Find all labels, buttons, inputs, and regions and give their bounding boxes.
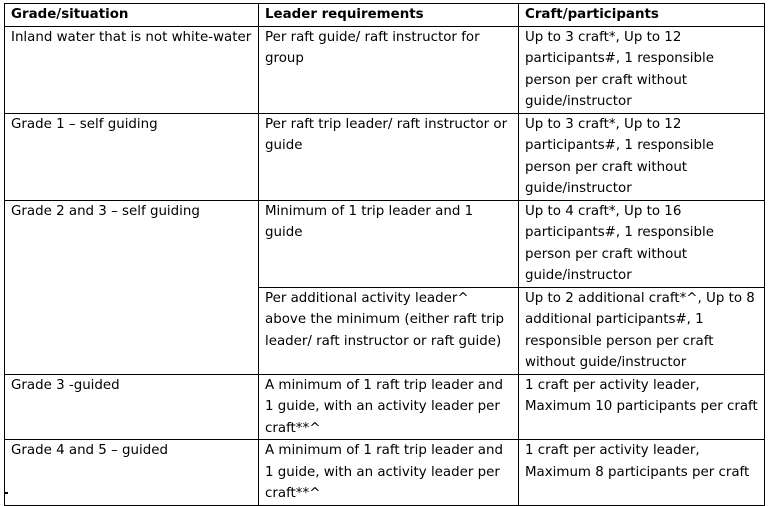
leader-cell: Per raft trip leader/ raft instructor or guide: [259, 113, 519, 200]
header-grade-situation: Grade/situation: [5, 4, 259, 27]
page-edge-mark: [4, 492, 8, 494]
leader-cell: A minimum of 1 raft trip leader and 1 guide, with an activity leader per craft**^: [259, 440, 519, 506]
header-row: [5, 4, 765, 27]
situation-cell: Grade 1 – self guiding: [5, 113, 259, 200]
situation-cell: Grade 4 and 5 – guided: [5, 440, 259, 506]
craft-cell: 1 craft per activity leader, Maximum 10 participants per craft: [519, 374, 765, 440]
header-craft-participants: Craft/participants: [519, 4, 765, 27]
leader-cell: Per additional activity leader^ above the minimum (either raft trip leader/ raft instructor or raft guide): [259, 287, 519, 374]
leader-cell: A minimum of 1 raft trip leader and 1 guide, with an activity leader per craft**^: [259, 374, 519, 440]
craft-cell: Up to 4 craft*, Up to 16 participants#, 1 responsible person per craft without guide/instructor: [519, 200, 765, 287]
table-row: [5, 113, 765, 200]
craft-cell: 1 craft per activity leader, Maximum 8 participants per craft: [519, 440, 765, 506]
situation-cell: Grade 3 -guided: [5, 374, 259, 440]
header-leader-requirements: Leader requirements: [259, 4, 519, 27]
table-row: [5, 440, 765, 506]
situation-cell: Inland water that is not white-water: [5, 26, 259, 113]
craft-cell: Up to 3 craft*, Up to 12 participants#, 1 responsible person per craft without guide/instructor: [519, 113, 765, 200]
leader-cell: Per raft guide/ raft instructor for group: [259, 26, 519, 113]
table-row: [5, 200, 765, 287]
table-row: [5, 374, 765, 440]
rafting-requirements-table: [4, 3, 765, 506]
table-row: [5, 26, 765, 113]
craft-cell: Up to 2 additional craft*^, Up to 8 additional participants#, 1 responsible person per craft without guide/instructor: [519, 287, 765, 374]
situation-cell: Grade 2 and 3 – self guiding: [5, 200, 259, 374]
leader-cell: Minimum of 1 trip leader and 1 guide: [259, 200, 519, 287]
craft-cell: Up to 3 craft*, Up to 12 participants#, 1 responsible person per craft without guide/instructor: [519, 26, 765, 113]
